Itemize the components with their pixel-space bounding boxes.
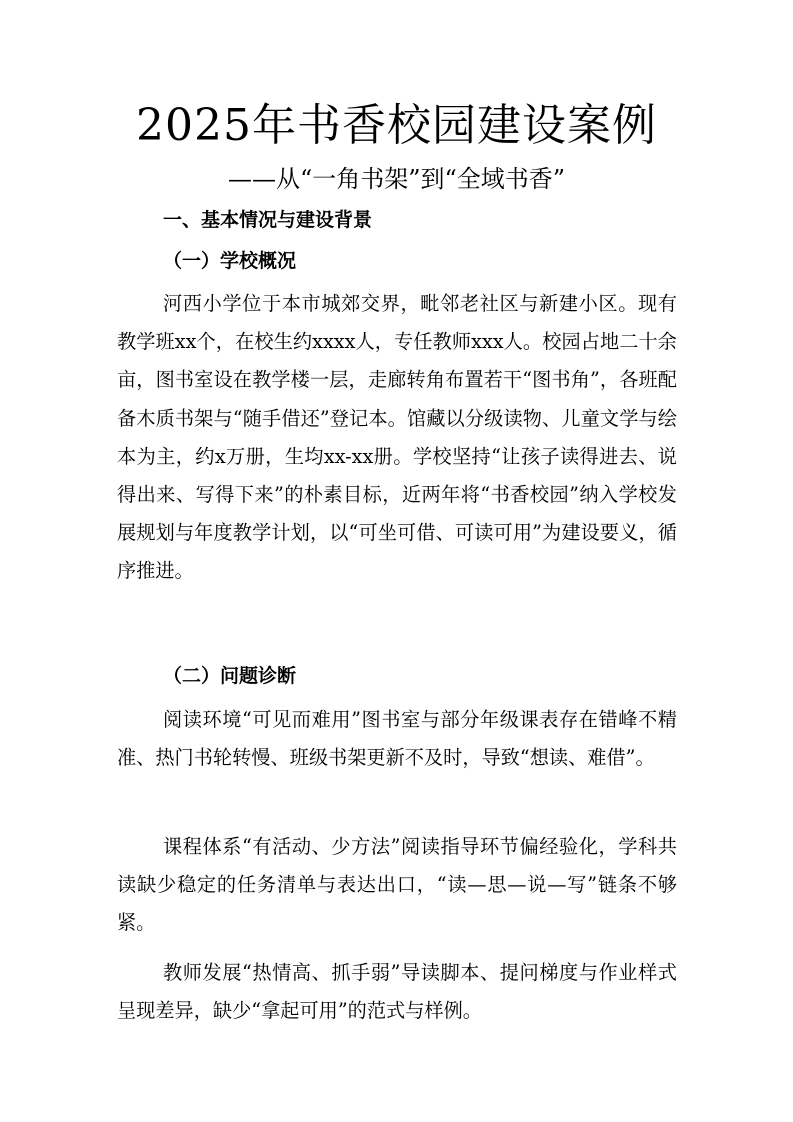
diagnosis-paragraph-environment: 阅读环境“可见而难用”图书室与部分年级课表存在错峰不精准、热门书轮转慢、班级书架更新不及时，导致“想读、难借”。 [117,708,677,770]
diagnosis-paragraph-curriculum: 课程体系“有活动、少方法”阅读指导环节偏经验化，学科共读缺少稳定的任务清单与表达出口，“读—思—说—写”链条不够紧。 [117,835,677,935]
diagnosis-paragraph-teacher-development: 教师发展“热情高、抓手弱”导读脚本、提问梯度与作业样式呈现差异，缺少“拿起可用”的范式与样例。 [117,961,677,1023]
school-overview-paragraph: 河西小学位于本市城郊交界，毗邻老社区与新建小区。现有教学班xx个，在校生约xxxx人，专任教师xxx人。校园占地二十余亩，图书室设在教学楼一层，走廊转角布置若干“图书角”，各班配备木质书架与“随手借还”登记本。馆藏以分级读物、儿童文学与绘本为主，约x万册，生均xx-xx册。学校坚持“让孩子读得进去、说得出来、写得下来”的朴素目标，近两年将“书香校园”纳入学校发展规划与年度教学计划，以“可坐可借、可读可用”为建设要义，循序推进。 [117,292,677,583]
section-heading-basic-info: 一、基本情况与建设背景 [163,209,373,231]
subsection-heading-school-overview: （一）学校概况 [163,250,297,272]
subsection-heading-problem-diagnosis: （二）问题诊断 [163,665,297,687]
document-title: 2025年书香校园建设案例 [136,100,657,151]
document-subtitle: ——从“一角书架”到“全域书香” [227,165,566,193]
